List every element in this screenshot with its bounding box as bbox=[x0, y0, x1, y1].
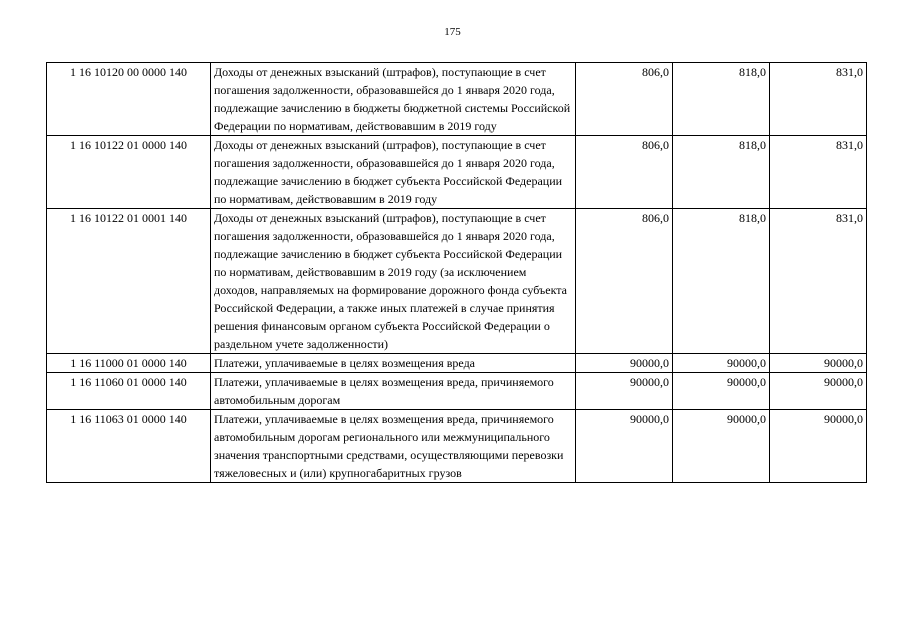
budget-revenue-table bbox=[46, 62, 867, 483]
page-number: 175 bbox=[444, 26, 461, 38]
amount-year-1-cell: 90000,0 bbox=[576, 354, 673, 373]
revenue-description-cell: Платежи, уплачиваемые в целях возмещения вреда, причиняемого автомобильным дорогам bbox=[211, 373, 576, 410]
revenue-code-cell: 1 16 11063 01 0000 140 bbox=[47, 410, 211, 483]
amount-year-3-cell: 831,0 bbox=[770, 136, 867, 209]
amount-year-2-cell: 818,0 bbox=[673, 136, 770, 209]
revenue-description-cell: Доходы от денежных взысканий (штрафов), поступающие в счет погашения задолженности, образовавшейся до 1 января 2020 года, подлежащие зачислению в бюджет субъекта Российской Федерации по нормативам, действовавшим в 2019 году (за исключением доходов, направляемых на формирование дорожного фонда субъекта Российской Федерации, а также иных платежей в случае принятия решения финансовым органом субъекта Российской Федерации о раздельном учете задолженности) bbox=[211, 209, 576, 354]
table-row bbox=[47, 373, 867, 410]
revenue-code-cell: 1 16 10122 01 0001 140 bbox=[47, 209, 211, 354]
table-row bbox=[47, 136, 867, 209]
revenue-code-cell: 1 16 11060 01 0000 140 bbox=[47, 373, 211, 410]
amount-year-2-cell: 818,0 bbox=[673, 209, 770, 354]
table-row bbox=[47, 209, 867, 354]
amount-year-3-cell: 90000,0 bbox=[770, 410, 867, 483]
revenue-description-cell: Доходы от денежных взысканий (штрафов), поступающие в счет погашения задолженности, образовавшейся до 1 января 2020 года, подлежащие зачислению в бюджет субъекта Российской Федерации по нормативам, действовавшим в 2019 году bbox=[211, 136, 576, 209]
amount-year-2-cell: 818,0 bbox=[673, 63, 770, 136]
amount-year-2-cell: 90000,0 bbox=[673, 373, 770, 410]
amount-year-3-cell: 90000,0 bbox=[770, 373, 867, 410]
amount-year-2-cell: 90000,0 bbox=[673, 410, 770, 483]
amount-year-1-cell: 806,0 bbox=[576, 63, 673, 136]
revenue-code-cell: 1 16 11000 01 0000 140 bbox=[47, 354, 211, 373]
revenue-description-cell: Платежи, уплачиваемые в целях возмещения вреда, причиняемого автомобильным дорогам регионального или межмуниципального значения транспортными средствами, осуществляющими перевозки тяжеловесных и (или) крупногабаритных грузов bbox=[211, 410, 576, 483]
revenue-description-cell: Платежи, уплачиваемые в целях возмещения вреда bbox=[211, 354, 576, 373]
amount-year-3-cell: 831,0 bbox=[770, 63, 867, 136]
amount-year-1-cell: 90000,0 bbox=[576, 373, 673, 410]
amount-year-1-cell: 806,0 bbox=[576, 209, 673, 354]
amount-year-3-cell: 831,0 bbox=[770, 209, 867, 354]
table-row bbox=[47, 410, 867, 483]
table-row bbox=[47, 354, 867, 373]
amount-year-2-cell: 90000,0 bbox=[673, 354, 770, 373]
revenue-code-cell: 1 16 10122 01 0000 140 bbox=[47, 136, 211, 209]
amount-year-1-cell: 90000,0 bbox=[576, 410, 673, 483]
revenue-code-cell: 1 16 10120 00 0000 140 bbox=[47, 63, 211, 136]
amount-year-3-cell: 90000,0 bbox=[770, 354, 867, 373]
table-row bbox=[47, 63, 867, 136]
revenue-description-cell: Доходы от денежных взысканий (штрафов), поступающие в счет погашения задолженности, образовавшейся до 1 января 2020 года, подлежащие зачислению в бюджеты бюджетной системы Российской Федерации по нормативам, действовавшим в 2019 году bbox=[211, 63, 576, 136]
amount-year-1-cell: 806,0 bbox=[576, 136, 673, 209]
